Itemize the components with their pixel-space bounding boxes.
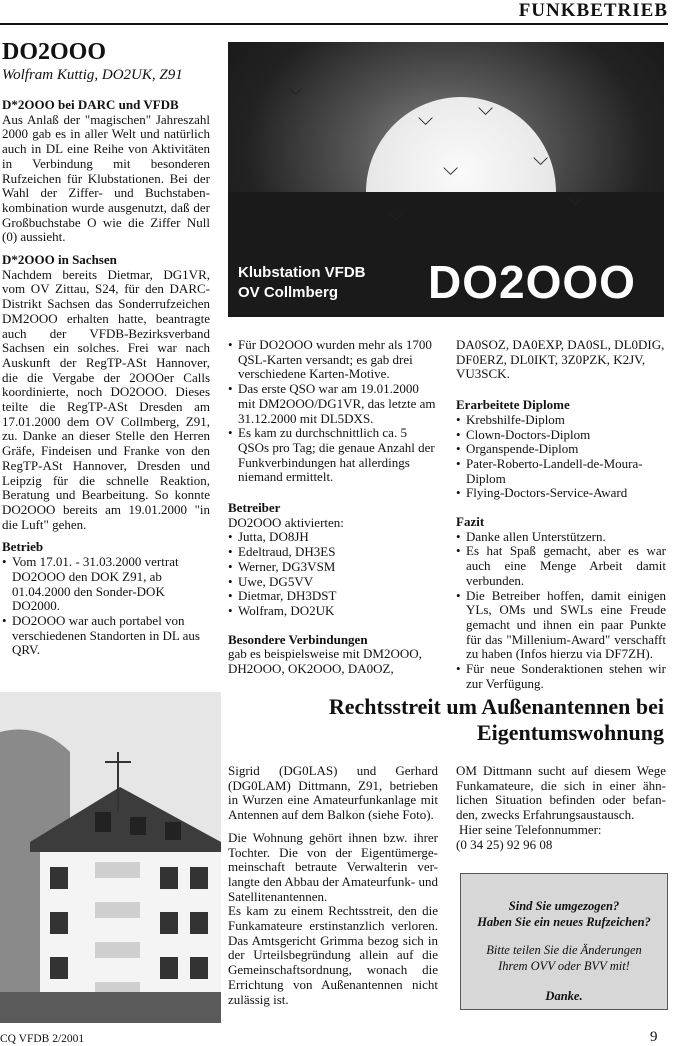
article2-title-line: Rechtsstreit um Außenantennen bei [328, 694, 664, 719]
article2-title-line: Eigentumswohnung [476, 720, 664, 745]
box-line: Danke. [545, 989, 583, 1003]
paragraph: DO2OOO aktivierten: [228, 514, 344, 530]
bird-icon: ⌵ [288, 78, 304, 100]
list-item: • Dietmar, DH3DST [228, 589, 438, 604]
list-item: • Die Betreiber hoffen, damit einigen YLs, OMs und SWLs eine Freude gemacht und ihnen ein paar Punkte für das "Millenium-Award" verschafft zu haben (Infos hierzu via DF7ZH). [456, 589, 666, 663]
list-item: • Uwe, DG5VV [228, 575, 438, 590]
klubstation-photo [228, 42, 664, 317]
paragraph: Nachdem bereits Dietmar, DG1VR, vom OV Zittau, S24, für den DARC-Distrikt Sachsen das Sonderrufzeichen DM2OOO erhalten hatte, beantragte auch der VFDB-Bezirksverband Sachsen ein solches. Frei war nach Auskunft der RegTP-ASt Hannover, die die Vergabe der 2OOOer Calls koordinierte, noch DO2OOO. Dieses teilte die RegTP-ASt Dresden am 17.01.2000 dem OV Collmberg, Z91, zu. Danke an dieser Stelle den Herren Gräfe, Findeisen und Franke von den RegTP-ASt Hannover, Dresden und Leipzig für die schnelle Reaktion, Beratung und Bearbeitung. So konnte DO2OOO bereits am 19.01.2000 "in die Luft" gehen. [2, 266, 210, 532]
list-item: • Clown-Doctors-Diplom [456, 428, 666, 443]
column-3 [456, 338, 666, 691]
bird-icon: ⌵ [533, 148, 549, 170]
list-item: • Krebshilfe-Diplom [456, 413, 666, 428]
box-line: Bitte teilen Sie die Änderungen [486, 943, 642, 957]
article-title: DO2OOO [2, 39, 107, 65]
paragraph: gab es beispielsweise mit DM2OOO, DH2OOO, OK2OOO, DA0OZ, [228, 646, 422, 677]
list-item: • Edeltraud, DH3ES [228, 545, 438, 560]
section-heading: Erarbeitete Diplome [456, 397, 570, 413]
article-author: Wolfram Kuttig, DO2UK, Z91 [2, 67, 183, 83]
bullet-list [456, 530, 666, 692]
list-item: • Es kam zu durchschnittlich ca. 5 QSOs pro Tag; die genaue Anzahl der Funkverbindungen hat allerdings niemand ermittelt. [228, 426, 438, 485]
box-line: Haben Sie ein neues Rufzeichen? [477, 915, 651, 929]
paragraph: OM Dittmann sucht auf diesem Wege Funkamateure, die sich in einer ähn-lichen Situation befinden oder befan-den, zwecks Erfahrungsaustausch. [456, 763, 666, 823]
section-header: FUNKBETRIEB [518, 0, 668, 21]
bullet-list [456, 413, 666, 501]
list-item: • Das erste QSO war am 19.01.2000 mit DM2OOO/DG1VR, das letzte am 31.12.2000 mit DL5DXS. [228, 382, 438, 426]
column-2 [228, 338, 438, 677]
phone-number: (0 34 25) 92 96 08 [456, 836, 553, 852]
list-item: • Für neue Sonderaktionen stehen wir zur Verfügung. [456, 662, 666, 691]
paragraph: Sigrid (DG0LAS) und Gerhard (DG0LAM) Dittmann, Z91, betrieben in Wurzen eine Amateurfunkanlage mit Antennen auf dem Balkon (siehe Foto). [228, 763, 438, 823]
photo-callsign: DO2OOO [428, 256, 636, 308]
section-heading: Besondere Verbindungen [228, 631, 368, 647]
paragraph: Die Wohnung gehört ihnen bzw. ihrer Tochter. Die von der Eigentümerge-meinschaft betraute Verwalterin ver-langte den Abbau der Amateurfunk- und Satellitenantennen. [228, 829, 438, 904]
paragraph: Es kam zu einem Rechtsstreit, den die Funkamateure erstinstanzlich verloren. Das Amtsgericht Grimma bezog sich in der Urteilsbegründung allein auf die Gemeinschaftsordnung, wonach die Errichtung von Außenantennen nicht zulässig ist. [228, 903, 438, 1007]
section-heading: Betrieb [2, 539, 44, 555]
photo-caption [238, 263, 366, 303]
column-1 [2, 98, 210, 658]
paragraph: DA0SOZ, DA0EXP, DA0SL, DL0DIG, DF0ERZ, DL0IKT, 3Z0PZK, K2JV, VU3SCK. [456, 337, 665, 382]
box-line: Ihrem OVV oder BVV mit! [498, 959, 630, 973]
list-item: • Für DO2OOO wurden mehr als 1700 QSL-Karten versandt; es gab drei verschiedene Karten-Motive. [228, 338, 438, 382]
list-item: • Jutta, DO8JH [228, 530, 438, 545]
section-heading: Betreiber [228, 500, 281, 516]
list-item: • DO2OOO war auch portabel von verschiedenen Standorten in DL aus QRV. [2, 614, 210, 658]
list-item: • Flying-Doctors-Service-Award [456, 486, 666, 501]
building-photo [0, 692, 221, 1023]
photo-caption-line: Klubstation VFDB [238, 264, 366, 281]
article2-column-2 [228, 764, 438, 1007]
header-rule [0, 23, 668, 25]
article2-title [290, 694, 664, 746]
footer-issue: CQ VFDB 2/2001 [0, 1033, 85, 1045]
building-illustration [0, 692, 221, 1023]
page-number: 9 [650, 1029, 658, 1045]
list-item: • Es hat Spaß gemacht, aber es war auch eine Menge Arbeit damit verbunden. [456, 544, 666, 588]
bird-icon: ⌵ [608, 58, 624, 80]
list-item: • Organspende-Diplom [456, 442, 666, 457]
article2-column-3 [456, 764, 666, 852]
list-item: • Danke allen Unterstützern. [456, 530, 666, 545]
list-item: • Vom 17.01. - 31.03.2000 vertrat DO2OOO den DOK Z91, ab 01.04.2000 den Sonder-DOK DO2000. [2, 555, 210, 614]
bird-icon: ⌵ [388, 203, 404, 225]
bullet-list [228, 530, 438, 618]
bird-icon: ⌵ [443, 158, 459, 180]
list-item: • Wolfram, DO2UK [228, 604, 438, 619]
list-item: • Pater-Roberto-Landell-de-Moura-Diplom [456, 457, 666, 486]
section-heading: D*2OOO bei DARC und VFDB [2, 97, 179, 112]
bullet-list [228, 338, 438, 485]
paragraph: Hier seine Telefonnummer: [459, 821, 602, 837]
section-heading: Fazit [456, 514, 485, 530]
notice-box [460, 873, 668, 1010]
bird-icon: ⌵ [418, 108, 434, 130]
bullet-list [2, 555, 210, 658]
box-line: Sind Sie umgezogen? [508, 899, 620, 913]
section-heading: D*2OOO in Sachsen [2, 252, 117, 268]
photo-caption-line: OV Collmberg [238, 284, 339, 301]
bird-icon: ⌵ [478, 98, 494, 120]
paragraph: Aus Anlaß der "magischen" Jahreszahl 2000 gab es in aller Welt und natürlich auch in DL eine Reihe von Aktivitäten in Verbindung mit besonderen Rufzeichen für Klubstationen. Bei der Wahl der Ziffer- und Buchstaben-kombination wurde ausgenutzt, daß der Großbuchstabe O wie die Ziffer Null (0) aussieht. [2, 111, 210, 245]
list-item: • Werner, DG3VSM [228, 560, 438, 575]
bird-icon: ⌵ [568, 188, 584, 210]
